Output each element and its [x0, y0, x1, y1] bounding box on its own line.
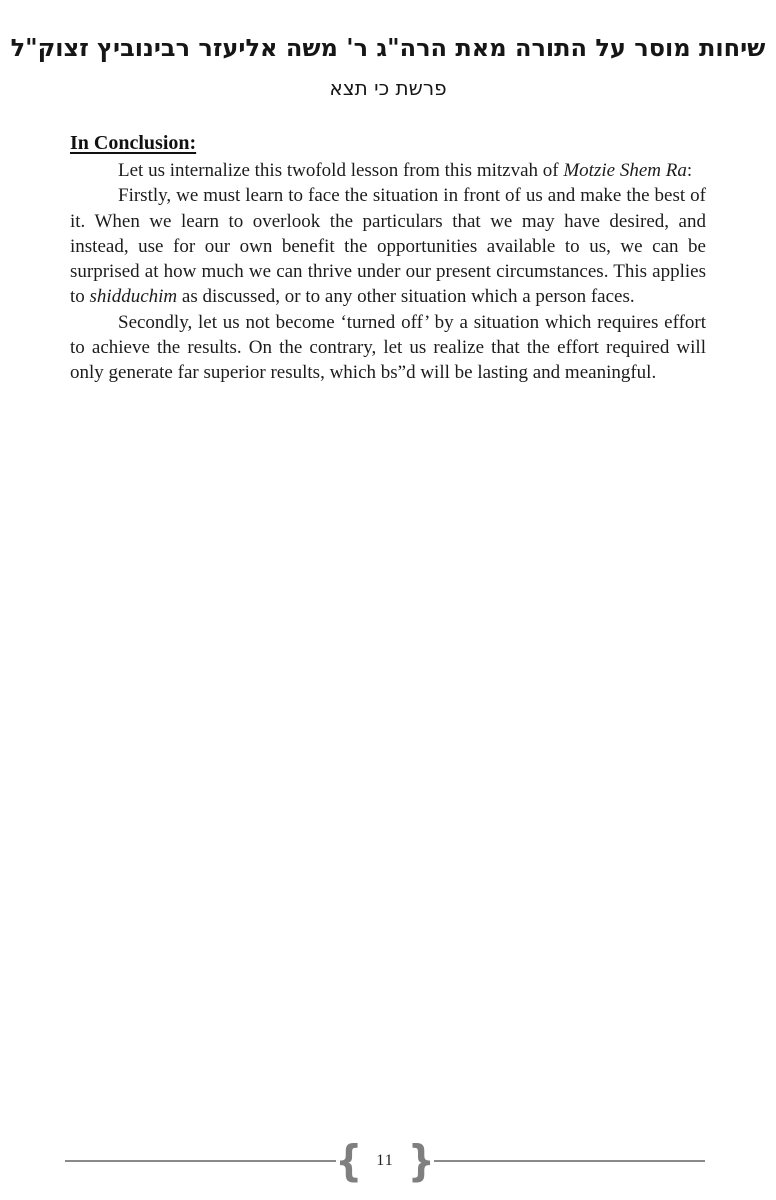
page-number: 11	[376, 1152, 394, 1169]
paragraph	[70, 183, 706, 309]
text-segment: Let us internalize this twofold lesson from this mitzvah of	[118, 160, 564, 181]
italic-text-segment: shidduchim	[89, 286, 178, 308]
text-segment: Secondly, let us not become ‘turned off’ by a situation which requires effort to achieve the results. On the contrary, let us realize that the effort required will only generate far superior results, which bs”d will be lasting and meaningful.	[70, 311, 706, 384]
left-bracket-ornament-icon: {	[335, 1136, 363, 1186]
italic-text-segment: Motzie Shem Ra	[563, 160, 687, 181]
hebrew-subtitle: פרשת כי תצא	[329, 76, 447, 100]
right-bracket-ornament-icon: }	[407, 1136, 435, 1186]
section-heading: In Conclusion:	[70, 132, 197, 154]
text-segment: :	[686, 160, 693, 181]
paragraphs	[70, 158, 706, 386]
footer-rule-right	[434, 1160, 705, 1162]
paragraph	[70, 158, 706, 183]
page-header	[0, 0, 776, 101]
paragraph	[70, 310, 706, 386]
page-footer	[65, 1137, 705, 1185]
text-segment: Firstly, we must learn to face the situation in front of us and make the best of it. When we learn to overlook the particulars that we may have desired, and instead, use for our own benefit the opportunities available to us, we can be surprised at how much we can thrive under our present circumstances. This applies to	[70, 185, 706, 308]
hebrew-title: שיחות מוסר על התורה מאת הרה"ג ר' משה אליעזר רבינוביץ זצוק"ל	[10, 33, 766, 62]
document-body	[70, 132, 706, 386]
footer-rule-left	[65, 1160, 336, 1162]
text-segment: as discussed, or to any other situation which a person faces.	[177, 286, 635, 308]
